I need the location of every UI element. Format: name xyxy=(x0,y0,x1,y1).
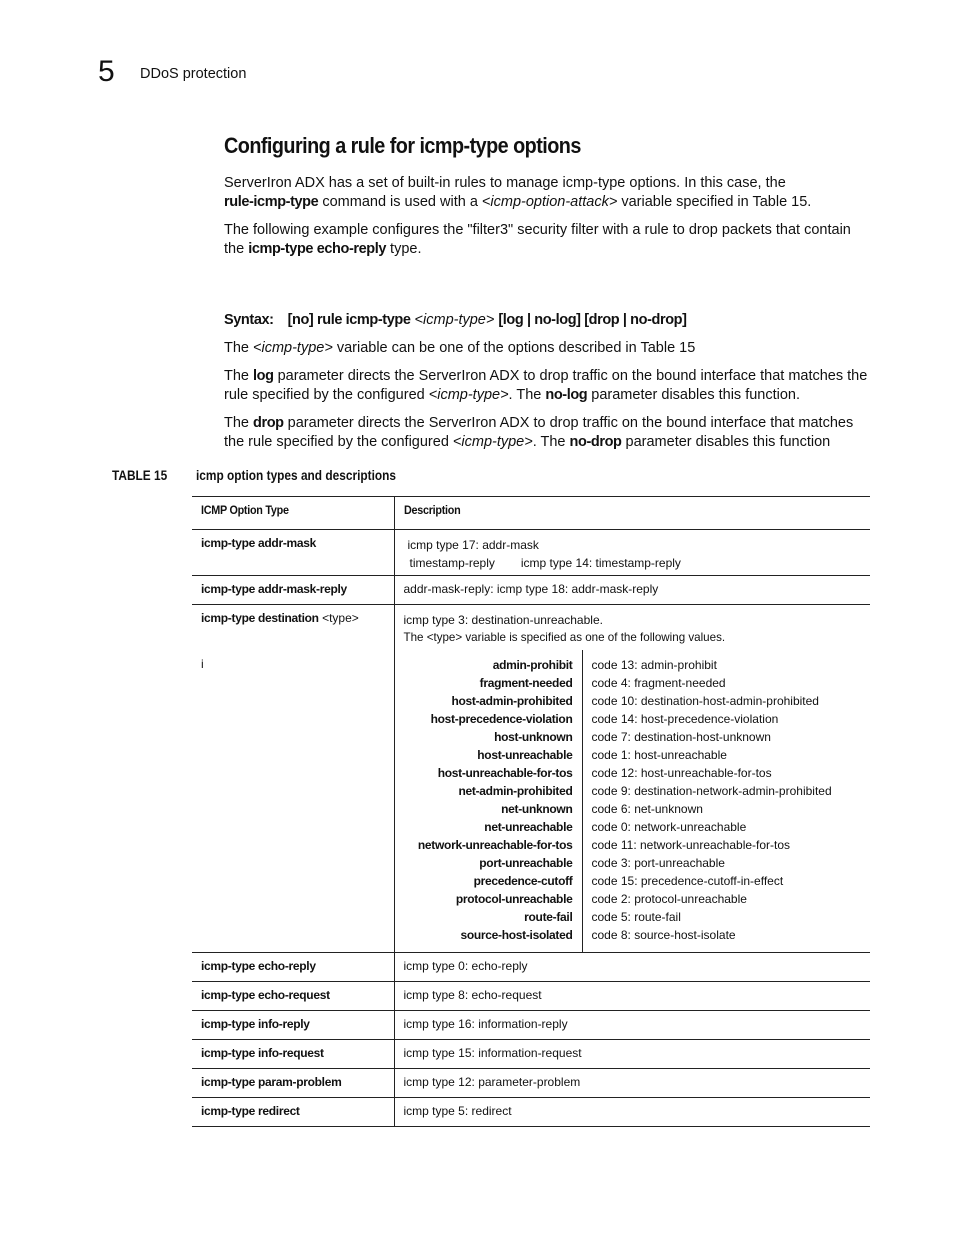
syntax-part: [no] rule icmp-type xyxy=(287,312,411,328)
value-code: code 15: precedence-cutoff-in-effect xyxy=(591,874,784,888)
value-code: code 8: source-host-isolate xyxy=(591,928,736,942)
description-cell: icmp type 8: echo-request xyxy=(403,988,542,1002)
value-name: net-admin-prohibited xyxy=(458,784,573,798)
table-row xyxy=(192,530,870,576)
intro-paragraph-1 xyxy=(224,174,874,212)
variable-name: <icmp-type> xyxy=(253,340,333,356)
value-name: host-unreachable-for-tos xyxy=(437,766,573,780)
description-line: icmp type 3: destination-unreachable. xyxy=(403,613,603,627)
intro-text: variable specified in Table 15. xyxy=(617,194,812,210)
text: timestamp-reply xyxy=(409,556,495,570)
table-row xyxy=(192,1069,870,1098)
drop-paragraph xyxy=(224,414,874,452)
value-code: code 4: fragment-needed xyxy=(591,676,726,690)
command-name: rule-icmp-type xyxy=(224,194,319,210)
option-cell: icmp-type param-problem xyxy=(192,1069,394,1098)
syntax-part: [log | no-log] [drop | no-drop] xyxy=(498,312,687,328)
syntax-label: Syntax: xyxy=(224,312,274,328)
intro-text: command is used with a xyxy=(318,194,482,210)
value-code: code 13: admin-prohibit xyxy=(591,658,717,672)
description-cell: icmp type 15: information-request xyxy=(403,1046,582,1060)
value-code: code 2: protocol-unreachable xyxy=(591,892,747,906)
intro-text: The following example configures the "filter3" security filter with a rule to drop packets that contain the xyxy=(224,222,851,257)
option-cell xyxy=(192,605,394,953)
value-name: host-admin-prohibited xyxy=(451,694,573,708)
table-row xyxy=(192,605,870,953)
keyword: drop xyxy=(253,415,284,431)
text: parameter disables this function. xyxy=(587,387,801,403)
column-header-label: Description xyxy=(403,503,460,517)
option-cell: icmp-type info-reply xyxy=(192,1011,394,1040)
syntax-line xyxy=(224,311,687,330)
option-cell: icmp-type echo-reply xyxy=(192,953,394,982)
description-line: icmp type 17: addr-mask xyxy=(407,538,539,552)
chapter-title: DDoS protection xyxy=(140,66,247,82)
value-code: code 7: destination-host-unknown xyxy=(591,730,771,744)
text: The xyxy=(224,368,254,384)
value-name: fragment-needed xyxy=(479,676,573,690)
description-cell: icmp type 12: parameter-problem xyxy=(403,1075,581,1089)
value-code: code 1: host-unreachable xyxy=(591,748,727,762)
value-code: code 12: host-unreachable-for-tos xyxy=(591,766,772,780)
table-row xyxy=(192,953,870,982)
option-line xyxy=(201,611,394,625)
syntax-variable: <icmp-type> xyxy=(414,312,495,328)
text: . The xyxy=(508,387,546,403)
column-header xyxy=(394,497,870,530)
value-name: net-unreachable xyxy=(484,820,573,834)
text: parameter directs the ServerIron ADX to drop traffic on the bound interface that matches the rule specified by the configured xyxy=(224,368,868,403)
text: parameter directs the ServerIron ADX to drop traffic on the bound interface that matches the rule specified by the configured xyxy=(224,415,854,450)
option-cell: icmp-type info-request xyxy=(192,1040,394,1069)
value-name: admin-prohibit xyxy=(492,658,573,672)
log-paragraph xyxy=(224,367,874,405)
option-cell: icmp-type redirect xyxy=(192,1098,394,1127)
description-line: The <type> variable is specified as one of the following values. xyxy=(403,631,726,644)
table-header-row xyxy=(192,497,870,530)
table-row xyxy=(192,1098,870,1127)
value-code: code 14: host-precedence-violation xyxy=(591,712,779,726)
variable-name: <icmp-option-attack> xyxy=(481,194,618,210)
text: parameter disables this function xyxy=(621,434,831,450)
value-name: route-fail xyxy=(524,910,573,924)
chapter-number: 5 xyxy=(98,55,115,88)
table-row xyxy=(192,1040,870,1069)
table-label: TABLE 15 xyxy=(112,468,168,483)
table-row xyxy=(192,576,870,605)
value-name: network-unreachable-for-tos xyxy=(417,838,573,852)
icmp-options-table xyxy=(192,496,870,1127)
section-heading: Configuring a rule for icmp-type options xyxy=(224,133,581,158)
option-cell: icmp-type echo-request xyxy=(192,982,394,1011)
description-cell: icmp type 0: echo-reply xyxy=(403,959,528,973)
value-code: code 5: route-fail xyxy=(591,910,681,924)
value-names-column xyxy=(395,650,583,952)
description-cell xyxy=(394,530,870,576)
variable-name: <icmp-type> xyxy=(428,387,509,403)
description-cell xyxy=(394,605,870,953)
keyword: no-log xyxy=(545,387,588,403)
value-name: host-precedence-violation xyxy=(430,712,573,726)
option-name: icmp-type destination xyxy=(201,611,319,625)
description-line xyxy=(404,554,871,572)
text: . The xyxy=(532,434,570,450)
option-variable: <type> xyxy=(322,611,359,625)
table-title: icmp option types and descriptions xyxy=(196,468,397,483)
text: The xyxy=(224,340,254,356)
description-cell: addr-mask-reply: icmp type 18: addr-mask-reply xyxy=(403,582,659,596)
intro-text: type. xyxy=(386,241,422,257)
variable-name: <icmp-type> xyxy=(452,434,533,450)
value-name: port-unreachable xyxy=(479,856,573,870)
keyword: log xyxy=(253,368,274,384)
value-name: precedence-cutoff xyxy=(473,874,573,888)
value-code: code 3: port-unreachable xyxy=(591,856,725,870)
variable-paragraph xyxy=(224,339,874,358)
value-name: host-unknown xyxy=(494,730,573,744)
value-name: protocol-unreachable xyxy=(455,892,573,906)
table-row xyxy=(192,1011,870,1040)
option-cell: icmp-type addr-mask xyxy=(192,530,394,576)
column-header xyxy=(192,497,394,530)
value-name: host-unreachable xyxy=(477,748,573,762)
column-header-label: ICMP Option Type xyxy=(201,503,289,517)
table-body xyxy=(192,953,870,1127)
text: icmp type 14: timestamp-reply xyxy=(520,556,681,570)
value-codes-column xyxy=(583,650,832,952)
intro-paragraph-2 xyxy=(224,221,874,259)
value-code: code 0: network-unreachable xyxy=(591,820,747,834)
option-cell: icmp-type addr-mask-reply xyxy=(192,576,394,605)
value-code: code 10: destination-host-admin-prohibited xyxy=(591,694,819,708)
description-cell: icmp type 5: redirect xyxy=(403,1104,512,1118)
keyword: no-drop xyxy=(569,434,622,450)
destination-values xyxy=(395,650,871,952)
description-cell: icmp type 16: information-reply xyxy=(403,1017,568,1031)
text: variable can be one of the options described in Table 15 xyxy=(332,340,696,356)
command-name: icmp-type echo-reply xyxy=(248,241,387,257)
value-code: code 11: network-unreachable-for-tos xyxy=(591,838,791,852)
value-code: code 6: net-unknown xyxy=(591,802,703,816)
stray-text: i xyxy=(201,657,204,671)
text: The xyxy=(224,415,254,431)
value-name: source-host-isolated xyxy=(460,928,573,942)
value-code: code 9: destination-network-admin-prohibited xyxy=(591,784,832,798)
intro-text: ServerIron ADX has a set of built-in rules to manage icmp-type options. In this case, the xyxy=(224,175,786,191)
table-row xyxy=(192,982,870,1011)
value-name: net-unknown xyxy=(501,802,573,816)
